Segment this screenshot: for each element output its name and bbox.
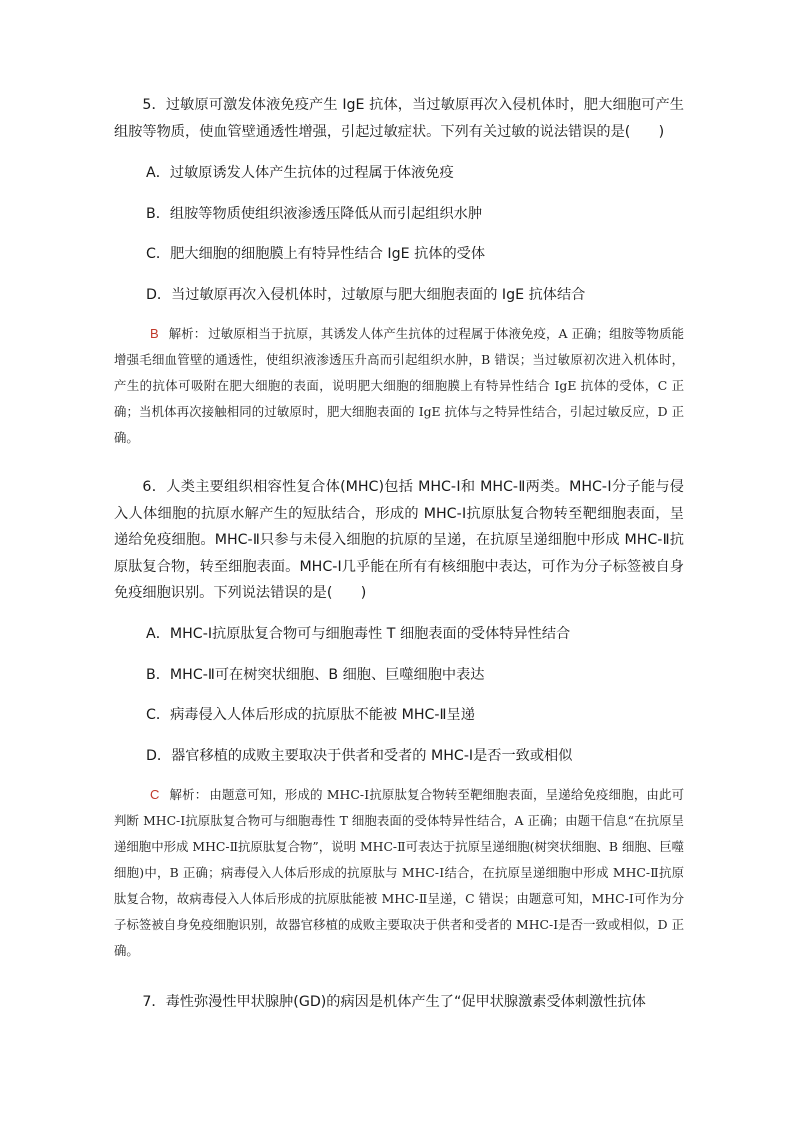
question-5-option-d: D．当过敏原再次入侵机体时，过敏原与肥大细胞表面的 IgE 抗体结合 — [146, 287, 586, 303]
question-7-stem: 7．毒性弥漫性甲状腺肿(GD)的病因是机体产生了“促甲状腺激素受体刺激性抗体 — [142, 994, 646, 1010]
question-6-option-c: C．病毒侵入人体后形成的抗原肽不能被 MHC-Ⅱ呈递 — [146, 707, 475, 723]
question-6-option-d: D．器官移植的成败主要取决于供者和受者的 MHC-Ⅰ是否一致或相似 — [146, 748, 573, 764]
question-5-option-b: B．组胺等物质使组织液渗透压降低从而引起组织水肿 — [146, 206, 483, 222]
question-6-stem: 6．人类主要组织相容性复合体(MHC)包括 MHC-Ⅰ和 MHC-Ⅱ两类。MHC-Ⅰ分子能与侵入人体细胞的抗原水解产生的短肽结合，形成的 MHC-Ⅰ抗原肽复合物转至靶细胞表面，呈递给免疫细胞。MHC-Ⅱ只参与未侵入细胞的抗原的呈递，在抗原呈递细胞中形成 MHC-Ⅱ抗原肽复合物，转至细胞表面。MHC-Ⅰ几乎能在所有有核细胞中表达，可作为分子标签被自身免疫细胞识别。下列说法错误的是( ) — [114, 479, 684, 602]
question-5-stem: 5．过敏原可激发体液免疫产生 IgE 抗体，当过敏原再次入侵机体时，肥大细胞可产生组胺等物质，使血管壁通透性增强，引起过敏症状。下列有关过敏的说法错误的是( ) — [114, 97, 684, 140]
explanation-label: 解析： — [168, 326, 207, 341]
question-6-option-a: A．MHC-Ⅰ抗原肽复合物可与细胞毒性 T 细胞表面的受体特异性结合 — [146, 626, 571, 642]
explanation-label: 解析： — [169, 787, 208, 802]
question-5-explanation — [114, 321, 684, 451]
question-6-option-b: B．MHC-Ⅱ可在树突状细胞、B 细胞、巨噬细胞中表达 — [146, 667, 485, 683]
question-6-explanation — [114, 782, 684, 964]
question-5-option-a: A．过敏原诱发人体产生抗体的过程属于体液免疫 — [146, 165, 454, 181]
answer-letter: C — [149, 787, 160, 802]
explanation-text: 由题意可知，形成的 MHC-Ⅰ抗原肽复合物转至靶细胞表面，呈递给免疫细胞，由此可判断 MHC-Ⅰ抗原肽复合物可与细胞毒性 T 细胞表面的受体特异性结合，A 正确；由题干信息“在抗原呈递细胞中形成 MHC-Ⅱ抗原肽复合物”，说明 MHC-Ⅱ可表达于抗原呈递细胞(树突状细胞、B 细胞、巨噬细胞)中，B 正确；病毒侵入人体后形成的抗原肽与 MHC-Ⅰ结合，在抗原呈递细胞中形成 MHC-Ⅱ抗原肽复合物，故病毒侵入人体后形成的抗原肽能被 MHC-Ⅱ呈递，C 错误；由题意可知，MHC-Ⅰ可作为分子标签被自身免疫细胞识别，故器官移植的成败主要取决于供者和受者的 MHC-Ⅰ是否一致或相似，D 正确。 — [114, 787, 685, 958]
answer-letter: B — [149, 326, 159, 341]
question-5-option-c: C．肥大细胞的细胞膜上有特异性结合 IgE 抗体的受体 — [146, 246, 486, 262]
explanation-text: 过敏原相当于抗原，其诱发人体产生抗体的过程属于体液免疫，A 正确；组胺等物质能增强毛细血管壁的通透性，使组织液渗透压升高而引起组织水肿，B 错误；当过敏原初次进入机体时，产生的抗体可吸附在肥大细胞的表面，说明肥大细胞的细胞膜上有特异性结合 IgE 抗体的受体，C 正确；当机体再次接触相同的过敏原时，肥大细胞表面的 IgE 抗体与之特异性结合，引起过敏反应，D 正确。 — [114, 326, 685, 445]
